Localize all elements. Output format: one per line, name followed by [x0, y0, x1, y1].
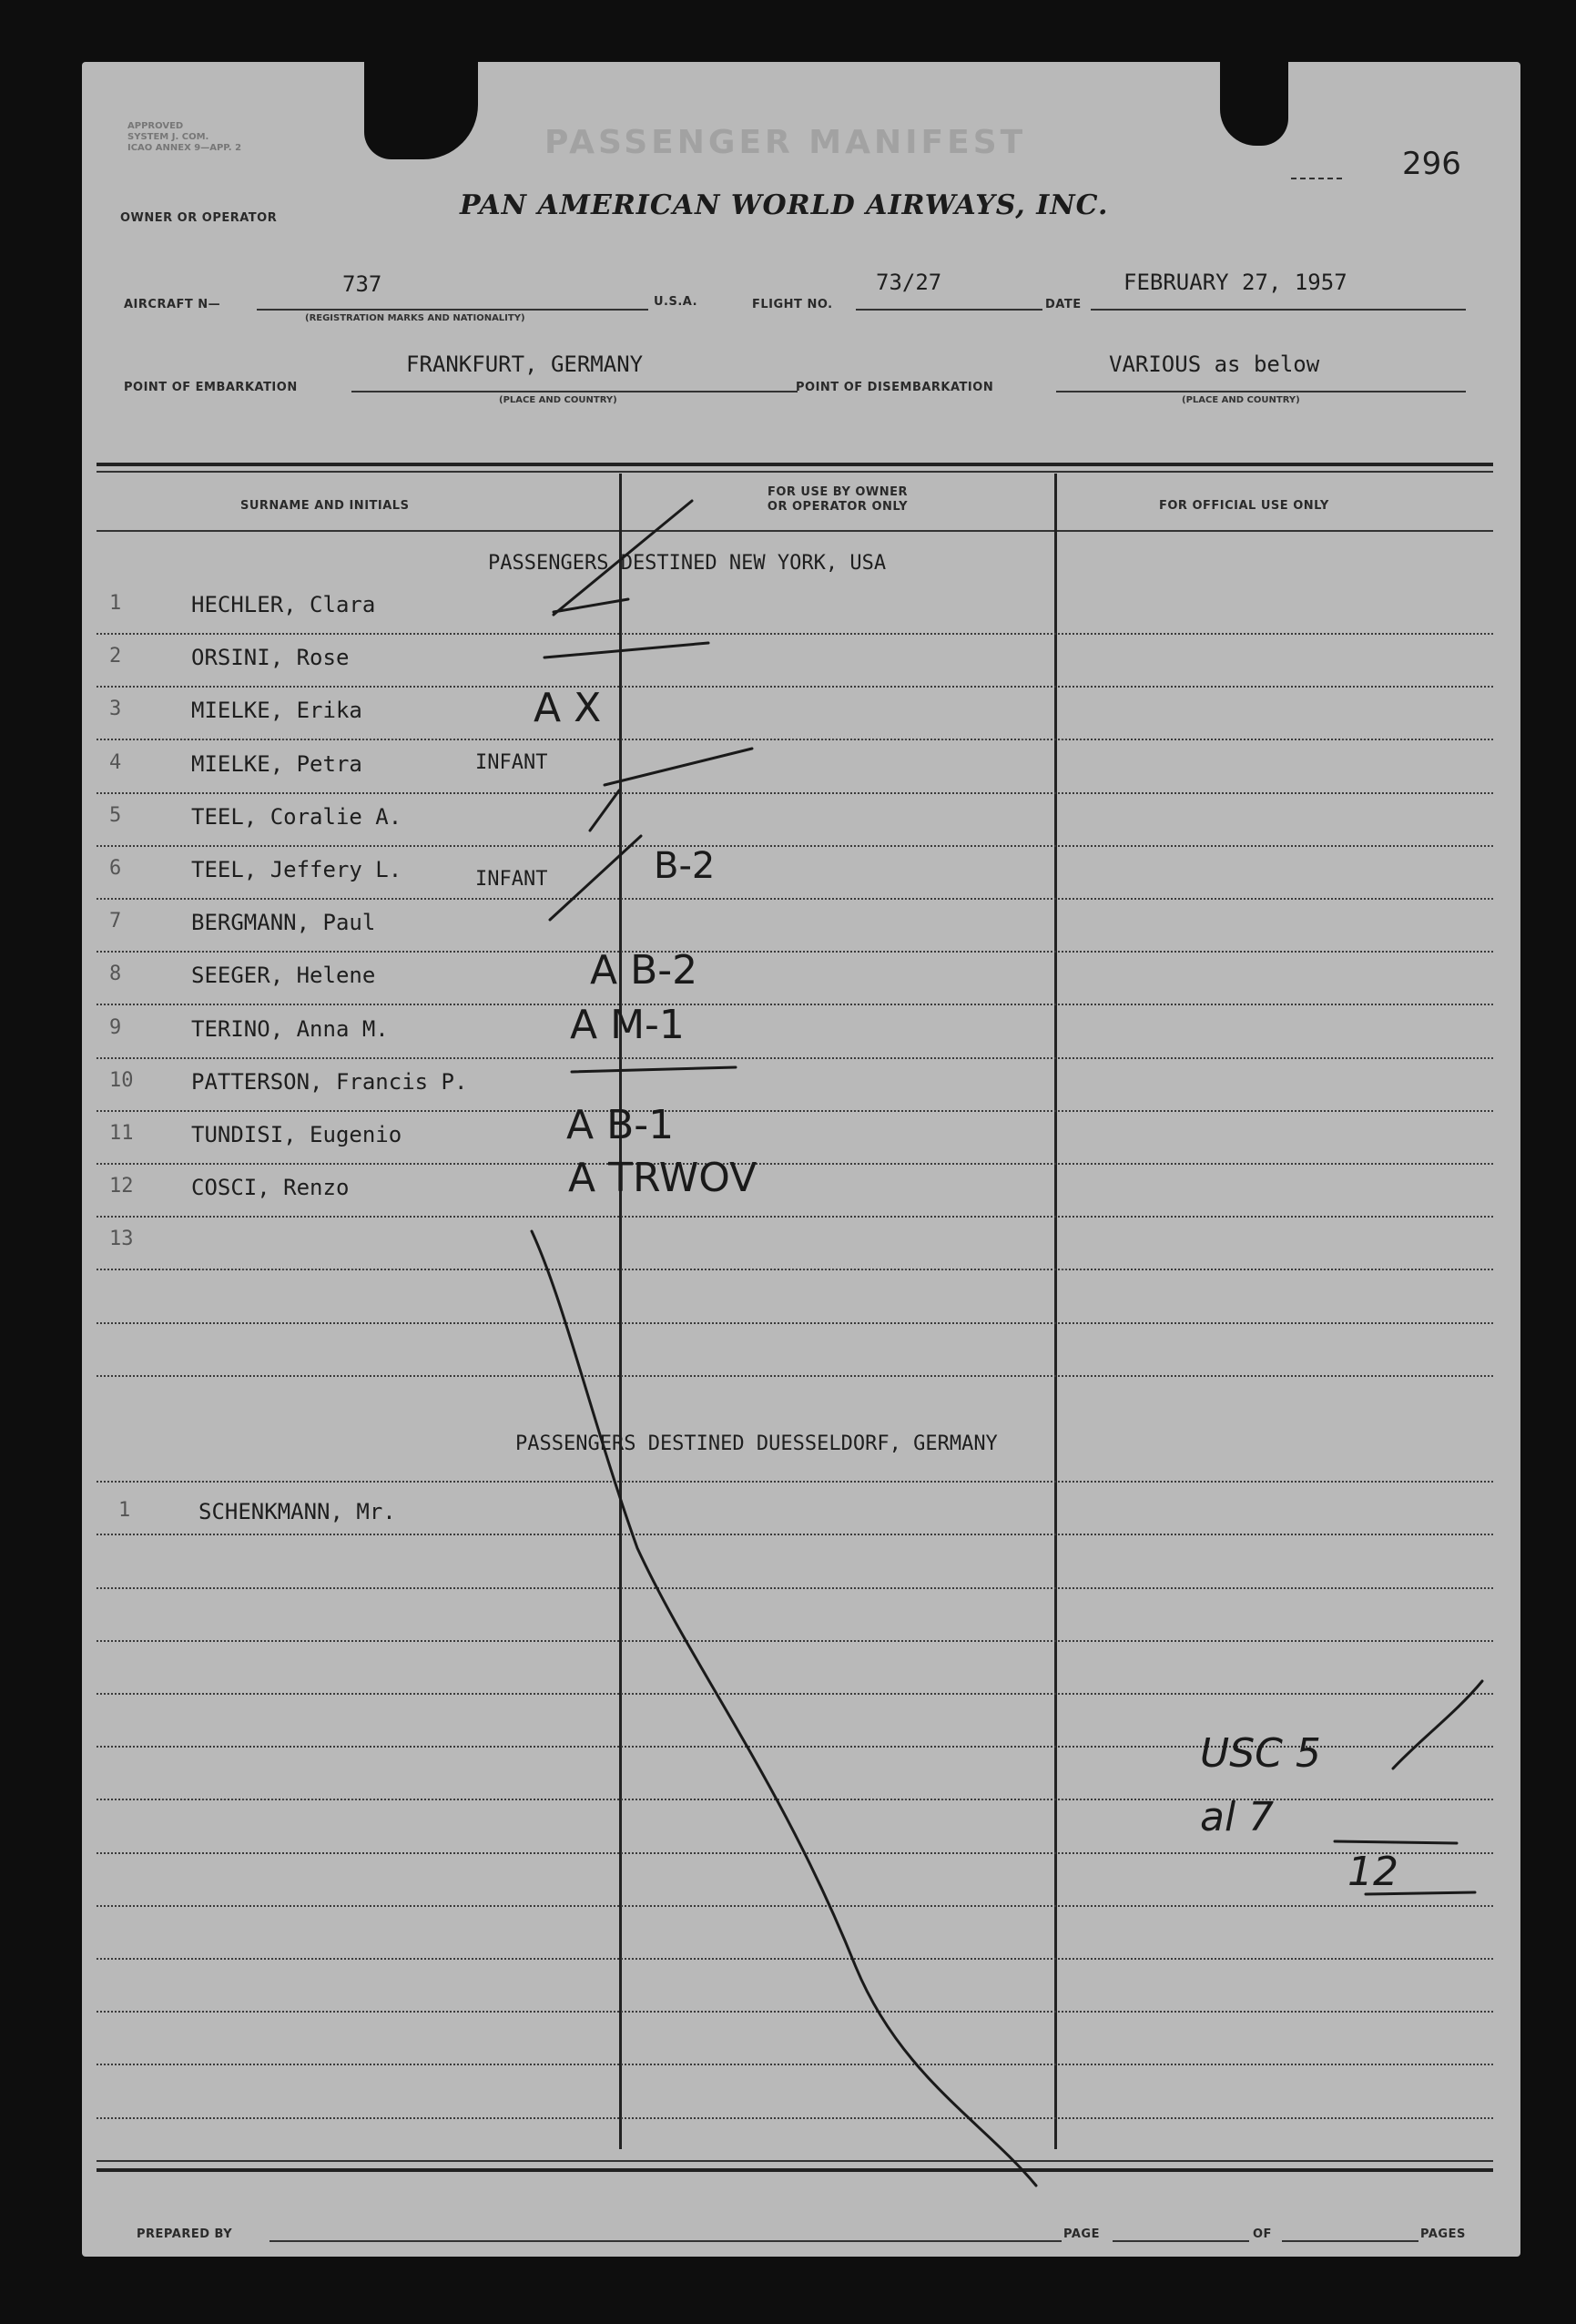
hand-tally-1: USC 5 [1200, 1730, 1321, 1777]
row-number: 8 [109, 963, 122, 986]
check-mark-row5 [590, 790, 619, 831]
hand-note-row3: A X [534, 685, 602, 731]
hand-tally-total: 12 [1347, 1849, 1398, 1895]
hand-note-row9: A M-1 [570, 1002, 685, 1048]
passenger-note: INFANT [475, 868, 548, 891]
passenger-name: TEEL, Coralie A. [191, 803, 402, 830]
tally-bracket [1393, 1681, 1482, 1768]
page-label: PAGE [1063, 2227, 1100, 2241]
hand-note-row12: A TRWOV [568, 1155, 757, 1201]
hand-note-row6: B-2 [654, 845, 716, 887]
flight-value: 73/27 [876, 270, 942, 295]
passenger-note: INFANT [475, 750, 548, 774]
row-number: 5 [109, 803, 122, 827]
embark-value: FRANKFURT, GERMANY [406, 352, 644, 377]
row-number: 10 [109, 1068, 134, 1092]
strike-row10 [572, 1067, 736, 1072]
row-number: 13 [109, 1228, 134, 1251]
page-line [1113, 2240, 1249, 2242]
section-title-duesseldorf: PASSENGERS DESTINED DUESSELDORF, GERMANY [515, 1432, 998, 1455]
passenger-name: ORSINI, Rose [191, 645, 350, 671]
hand-tally-2: al 7 [1200, 1794, 1275, 1840]
col-official: FOR OFFICIAL USE ONLY [1159, 499, 1329, 513]
registration-note: (REGISTRATION MARKS AND NATIONALITY) [305, 313, 525, 323]
flight-label: FLIGHT NO. [752, 298, 833, 311]
approval-stamp: APPROVED SYSTEM J. COM. ICAO ANNEX 9—APP. 2 [127, 121, 242, 153]
passenger-name: MIELKE, Petra [191, 750, 362, 777]
passenger-name: SEEGER, Helene [191, 963, 376, 989]
place-note-1: (PLACE AND COUNTRY) [499, 395, 617, 405]
aircraft-label: AIRCRAFT N— [124, 298, 221, 311]
row-number: 3 [109, 698, 122, 721]
check-mark-row4 [605, 749, 752, 785]
row-number: 12 [109, 1175, 134, 1198]
passenger-name: BERGMANN, Paul [191, 910, 376, 936]
passenger-name: SCHENKMANN, Mr. [198, 1499, 396, 1524]
owner-label: OWNER OR OPERATOR [120, 211, 278, 225]
company-name: PAN AMERICAN WORLD AIRWAYS, INC. [460, 189, 1109, 221]
embark-label: POINT OF EMBARKATION [124, 381, 298, 394]
check-mark-row1 [554, 501, 692, 615]
pages-label: PAGES [1420, 2227, 1466, 2241]
passenger-name: TERINO, Anna M. [191, 1015, 389, 1042]
row-number: 1 [109, 592, 122, 615]
passenger-name: TEEL, Jeffery L. [191, 857, 402, 882]
passenger-name: TUNDISI, Eugenio [191, 1122, 402, 1147]
disembark-label: POINT OF DISEMBARKATION [796, 381, 994, 394]
usa-label: U.S.A. [654, 295, 698, 309]
prepared-by-line [269, 2240, 1062, 2242]
date-value: FEBRUARY 27, 1957 [1124, 270, 1347, 295]
prepared-by-label: PREPARED BY [137, 2227, 233, 2241]
long-pen-line [532, 1231, 1036, 2186]
section-title-new-york: PASSENGERS DESTINED NEW YORK, USA [488, 552, 887, 575]
passenger-name: COSCI, Renzo [191, 1175, 350, 1201]
passenger-name: MIELKE, Erika [191, 698, 362, 724]
of-label: OF [1253, 2227, 1272, 2241]
row-number: 6 [109, 857, 122, 880]
row-number: 11 [109, 1122, 134, 1145]
page-number: 296 [1402, 146, 1461, 182]
passenger-name: HECHLER, Clara [191, 592, 376, 617]
row-number: 1 [118, 1499, 131, 1522]
hand-note-row11: A B-1 [566, 1102, 675, 1148]
row-number: 9 [109, 1015, 122, 1039]
row-number: 4 [109, 750, 122, 774]
strike-row2 [544, 643, 708, 657]
col-surname: SURNAME AND INITIALS [240, 499, 410, 513]
aircraft-value: 737 [342, 271, 382, 297]
row-number: 2 [109, 645, 122, 668]
of-line [1282, 2240, 1418, 2242]
tally-underline-2 [1366, 1892, 1475, 1894]
check-mark-row6 [550, 836, 641, 920]
place-note-2: (PLACE AND COUNTRY) [1182, 395, 1300, 405]
date-label: DATE [1045, 298, 1082, 311]
passenger-name: PATTERSON, Francis P. [191, 1068, 468, 1095]
row-number: 7 [109, 910, 122, 933]
col-owner-use: FOR USE BY OWNER OR OPERATOR ONLY [767, 485, 909, 514]
disembark-value: VARIOUS as below [1109, 352, 1320, 377]
hand-note-row8: A B-2 [590, 947, 698, 994]
tally-underline-1 [1335, 1841, 1457, 1843]
page-title: PASSENGER MANIFEST [544, 124, 1027, 161]
